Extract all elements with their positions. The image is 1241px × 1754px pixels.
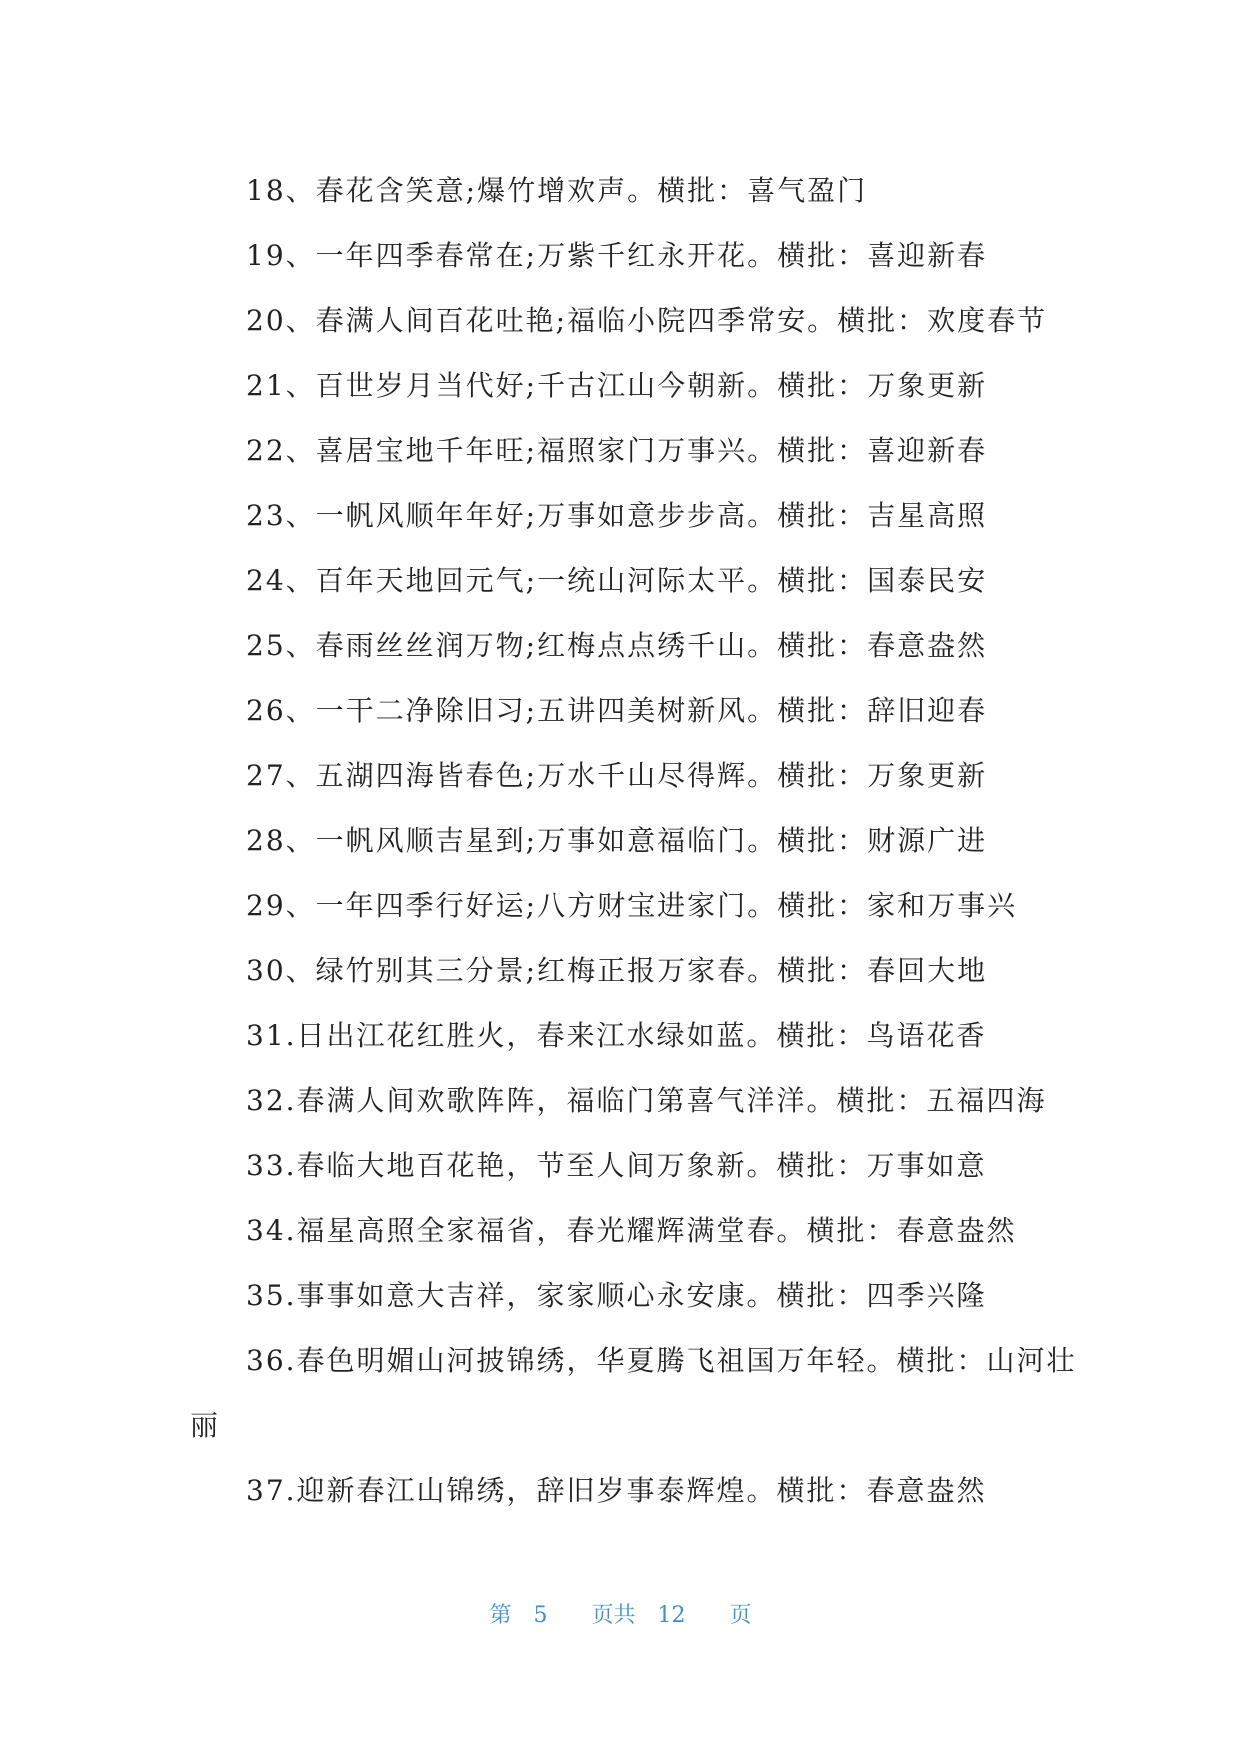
footer-current-page: 5 <box>533 1603 548 1628</box>
couplet-line: 36.春色明媚山河披锦绣，华夏腾飞祖国万年轻。横批：山河壮 <box>246 1344 1077 1377</box>
couplet-list <box>190 158 1077 1523</box>
couplet-line: 20、春满人间百花吐艳;福临小院四季常安。横批：欢度春节 <box>246 304 1048 337</box>
couplet-line: 34.福星高照全家福省，春光耀辉满堂春。横批：春意盎然 <box>246 1214 1017 1247</box>
couplet-line: 33.春临大地百花艳，节至人间万象新。横批：万事如意 <box>246 1149 987 1182</box>
couplet-line: 25、春雨丝丝润万物;红梅点点绣千山。横批：春意盎然 <box>246 629 988 662</box>
couplet-line: 23、一帆风顺年年好;万事如意步步高。横批：吉星高照 <box>246 499 988 532</box>
couplet-line: 19、一年四季春常在;万紫千红永开花。横批：喜迎新春 <box>246 239 988 272</box>
couplet-line: 30、绿竹别其三分景;红梅正报万家春。横批：春回大地 <box>246 954 988 987</box>
couplet-line: 31.日出江花红胜火，春来江水绿如蓝。横批：鸟语花香 <box>246 1019 987 1052</box>
footer-suffix: 页 <box>729 1603 752 1628</box>
couplet-line: 32.春满人间欢歌阵阵，福临门第喜气洋洋。横批：五福四海 <box>246 1084 1047 1117</box>
couplet-line: 28、一帆风顺吉星到;万事如意福临门。横批：财源广进 <box>246 824 988 857</box>
footer-middle: 页共 <box>591 1603 636 1628</box>
couplet-line: 35.事事如意大吉祥，家家顺心永安康。横批：四季兴隆 <box>246 1279 987 1312</box>
page-footer <box>0 1598 1241 1629</box>
footer-prefix: 第 <box>489 1603 512 1628</box>
couplet-line: 21、百世岁月当代好;千古江山今朝新。横批：万象更新 <box>246 369 988 402</box>
couplet-line: 18、春花含笑意;爆竹增欢声。横批：喜气盈门 <box>246 174 868 207</box>
couplet-line: 24、百年天地回元气;一统山河际太平。横批：国泰民安 <box>246 564 988 597</box>
footer-total-pages: 12 <box>657 1603 686 1628</box>
couplet-line: 22、喜居宝地千年旺;福照家门万事兴。横批：喜迎新春 <box>246 434 988 467</box>
couplet-line: 26、一干二净除旧习;五讲四美树新风。横批：辞旧迎春 <box>246 694 988 727</box>
couplet-line: 37.迎新春江山锦绣，辞旧岁事泰辉煌。横批：春意盎然 <box>246 1474 987 1507</box>
couplet-line: 29、一年四季行好运;八方财宝进家门。横批：家和万事兴 <box>246 889 1018 922</box>
couplet-line: 丽 <box>190 1409 221 1442</box>
couplet-line: 27、五湖四海皆春色;万水千山尽得辉。横批：万象更新 <box>246 759 988 792</box>
